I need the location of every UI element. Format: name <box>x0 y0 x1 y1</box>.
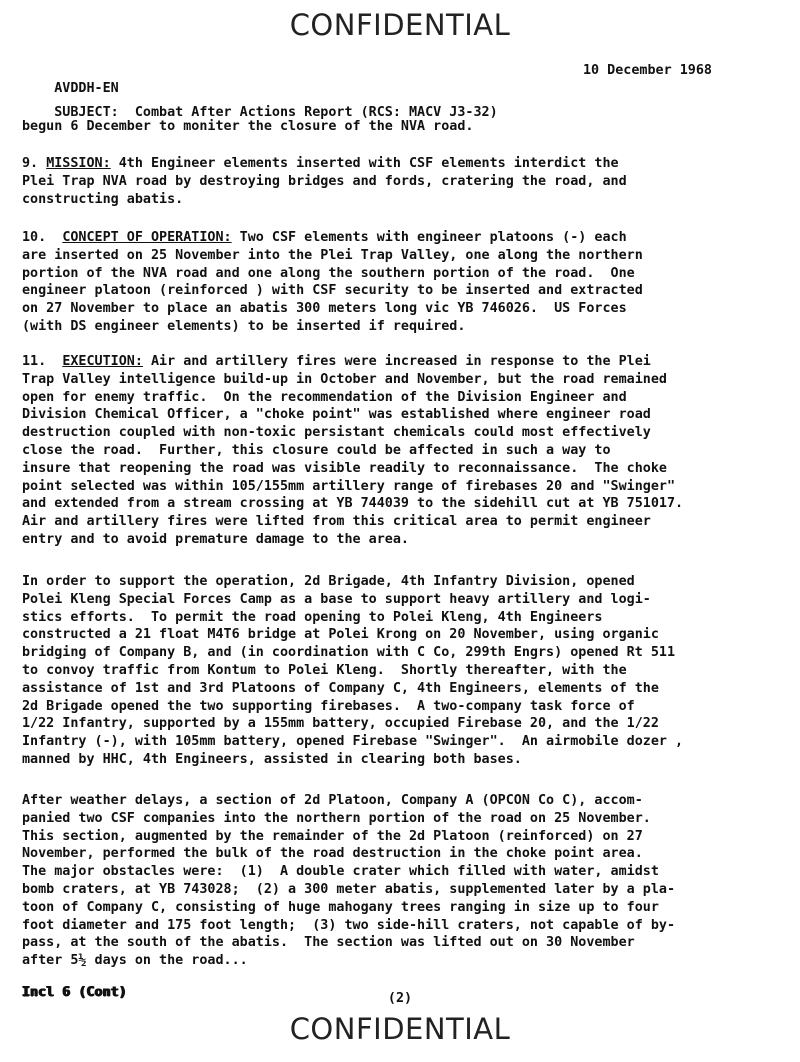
paragraph-line: open for enemy traffic. On the recommendation of the Division Engineer and <box>22 389 627 405</box>
paragraph-first-line <box>22 229 782 247</box>
paragraph-first-line-text: Two CSF elements with engineer platoons (-) each <box>231 230 627 245</box>
paragraph-line: manned by HHC, 4th Engineers, assisted in clearing both bases. <box>22 751 522 767</box>
paragraph-line: bridging of Company B, and (in coordination with C Co, 299th Engrs) opened Rt 511 <box>22 645 676 661</box>
subject-text: Combat After Actions Report (RCS: MACV J3-32) <box>134 105 498 120</box>
paragraph-line: pass, at the south of the abatis. The section was lifted out on 30 November <box>22 935 635 951</box>
paragraph-line: on 27 November to place an abatis 300 meters long vic YB 746026. US Forces <box>22 301 627 317</box>
subject-label: SUBJECT: <box>54 105 119 120</box>
paragraph-line: entry and to avoid premature damage to the area. <box>22 531 409 547</box>
paragraph-line: bomb craters, at YB 743028; (2) a 300 meter abatis, supplemented later by a pla- <box>22 881 676 897</box>
paragraph-number: 10. <box>22 230 47 245</box>
paragraph-line: Infantry (-), with 105mm battery, opened Firebase "Swinger". An airmobile dozer , <box>22 734 684 750</box>
paragraph-line: and extended from a stream crossing at YB 744039 to the sidehill cut at YB 751017. <box>22 496 684 512</box>
paragraph-line: 1/22 Infantry, supported by a 155mm battery, occupied Firebase 20, and the 1/22 <box>22 716 659 732</box>
paragraph-line: This section, augmented by the remainder of the 2d Platoon (reinforced) on 27 <box>22 828 643 844</box>
document-date: 10 December 1968 <box>583 63 712 78</box>
paragraph-line: destruction coupled with non-toxic persistant chemicals could most effectively <box>22 425 651 441</box>
paragraph-heading: CONCEPT OF OPERATION: <box>62 230 232 245</box>
paragraph-first-line <box>22 155 782 173</box>
paragraph-line: constructed a 21 float M4T6 bridge at Polei Krong on 20 November, using organic <box>22 627 659 643</box>
page-number: (2) <box>387 991 413 1006</box>
paragraph-line: Division Chemical Officer, a "choke point" was established where engineer road <box>22 407 651 423</box>
paragraph-weather-delays <box>22 792 782 970</box>
paragraph-line: In order to support the operation, 2d Brigade, 4th Infantry Division, opened <box>22 574 635 589</box>
paragraph-line: toon of Company C, consisting of huge mahogany trees ranging in size up to four <box>22 899 659 915</box>
paragraph-line: panied two CSF companies into the northern portion of the road on 25 November. <box>22 810 651 826</box>
paragraph-9-mission <box>22 155 782 208</box>
paragraph-number: 9. <box>22 156 39 171</box>
paragraph-number: 11. <box>22 354 47 369</box>
classification-marking-bottom: CONFIDENTIAL <box>289 1012 511 1046</box>
paragraph-line: The major obstacles were: (1) A double crater which filled with water, amidst <box>22 864 659 880</box>
paragraph-line: Trap Valley intelligence build-up in October and November, but the road remained <box>22 371 667 387</box>
paragraph-first-line-text: Air and artillery fires were increased in response to the Plei <box>142 354 651 369</box>
paragraph-line: engineer platoon (reinforced ) with CSF security to be inserted and extracted <box>22 283 643 299</box>
paragraph-line: are inserted on 25 November into the Plei Trap Valley, one along the northern <box>22 247 643 263</box>
paragraph-line: 2d Brigade opened the two supporting firebases. A two-company task force of <box>22 698 635 714</box>
paragraph-line: after 5½ days on the road... <box>22 953 248 969</box>
paragraph-line: to convoy traffic from Kontum to Polei Kleng. Shortly thereafter, with the <box>22 662 627 678</box>
paragraph-line: assistance of 1st and 3rd Platoons of Company C, 4th Engineers, elements of the <box>22 680 659 696</box>
inclosure-label: Incl 6 (Cont) <box>22 985 127 1000</box>
paragraph-support-operation <box>22 573 782 769</box>
paragraph-line: Polei Kleng Special Forces Camp as a base to support heavy artillery and logi- <box>22 591 651 607</box>
paragraph-line: After weather delays, a section of 2d Platoon, Company A (OPCON Co C), accom- <box>22 793 643 808</box>
paragraph-first-line <box>22 353 782 371</box>
paragraph-first-line-text: 4th Engineer elements inserted with CSF elements interdict the <box>110 156 619 171</box>
paragraph-11-execution <box>22 353 782 549</box>
paragraph-line: constructing abatis. <box>22 191 184 207</box>
paragraph-line: begun 6 December to moniter the closure of the NVA road. <box>22 119 474 134</box>
paragraph-line: (with DS engineer elements) to be inserted if required. <box>22 318 466 334</box>
paragraph-line: Plei Trap NVA road by destroying bridges and fords, cratering the road, and <box>22 173 627 189</box>
paragraph-line: foot diameter and 175 foot length; (3) two side-hill craters, not capable of by- <box>22 917 676 933</box>
paragraph-heading: MISSION: <box>46 156 111 171</box>
paragraph-heading: EXECUTION: <box>62 354 143 369</box>
paragraph-line: insure that reopening the road was visible readily to reconnaissance. The choke <box>22 460 667 476</box>
classification-marking-top: CONFIDENTIAL <box>289 8 511 42</box>
paragraph-line: point selected was within 105/155mm artillery range of firebases 20 and "Swinger" <box>22 478 676 494</box>
paragraph-line: November, performed the bulk of the road destruction in the choke point area. <box>22 846 643 862</box>
paragraph-line: close the road. Further, this closure could be affected in such a way to <box>22 442 611 458</box>
office-symbol: AVDDH-EN <box>54 81 119 96</box>
paragraph-line: portion of the NVA road and one along the southern portion of the road. One <box>22 265 635 281</box>
paragraph-10-concept <box>22 229 782 336</box>
continuation-paragraph <box>22 118 782 136</box>
paragraph-line: Air and artillery fires were lifted from this critical area to permit engineer <box>22 514 651 530</box>
paragraph-line: stics efforts. To permit the road opening to Polei Kleng, 4th Engineers <box>22 609 603 625</box>
